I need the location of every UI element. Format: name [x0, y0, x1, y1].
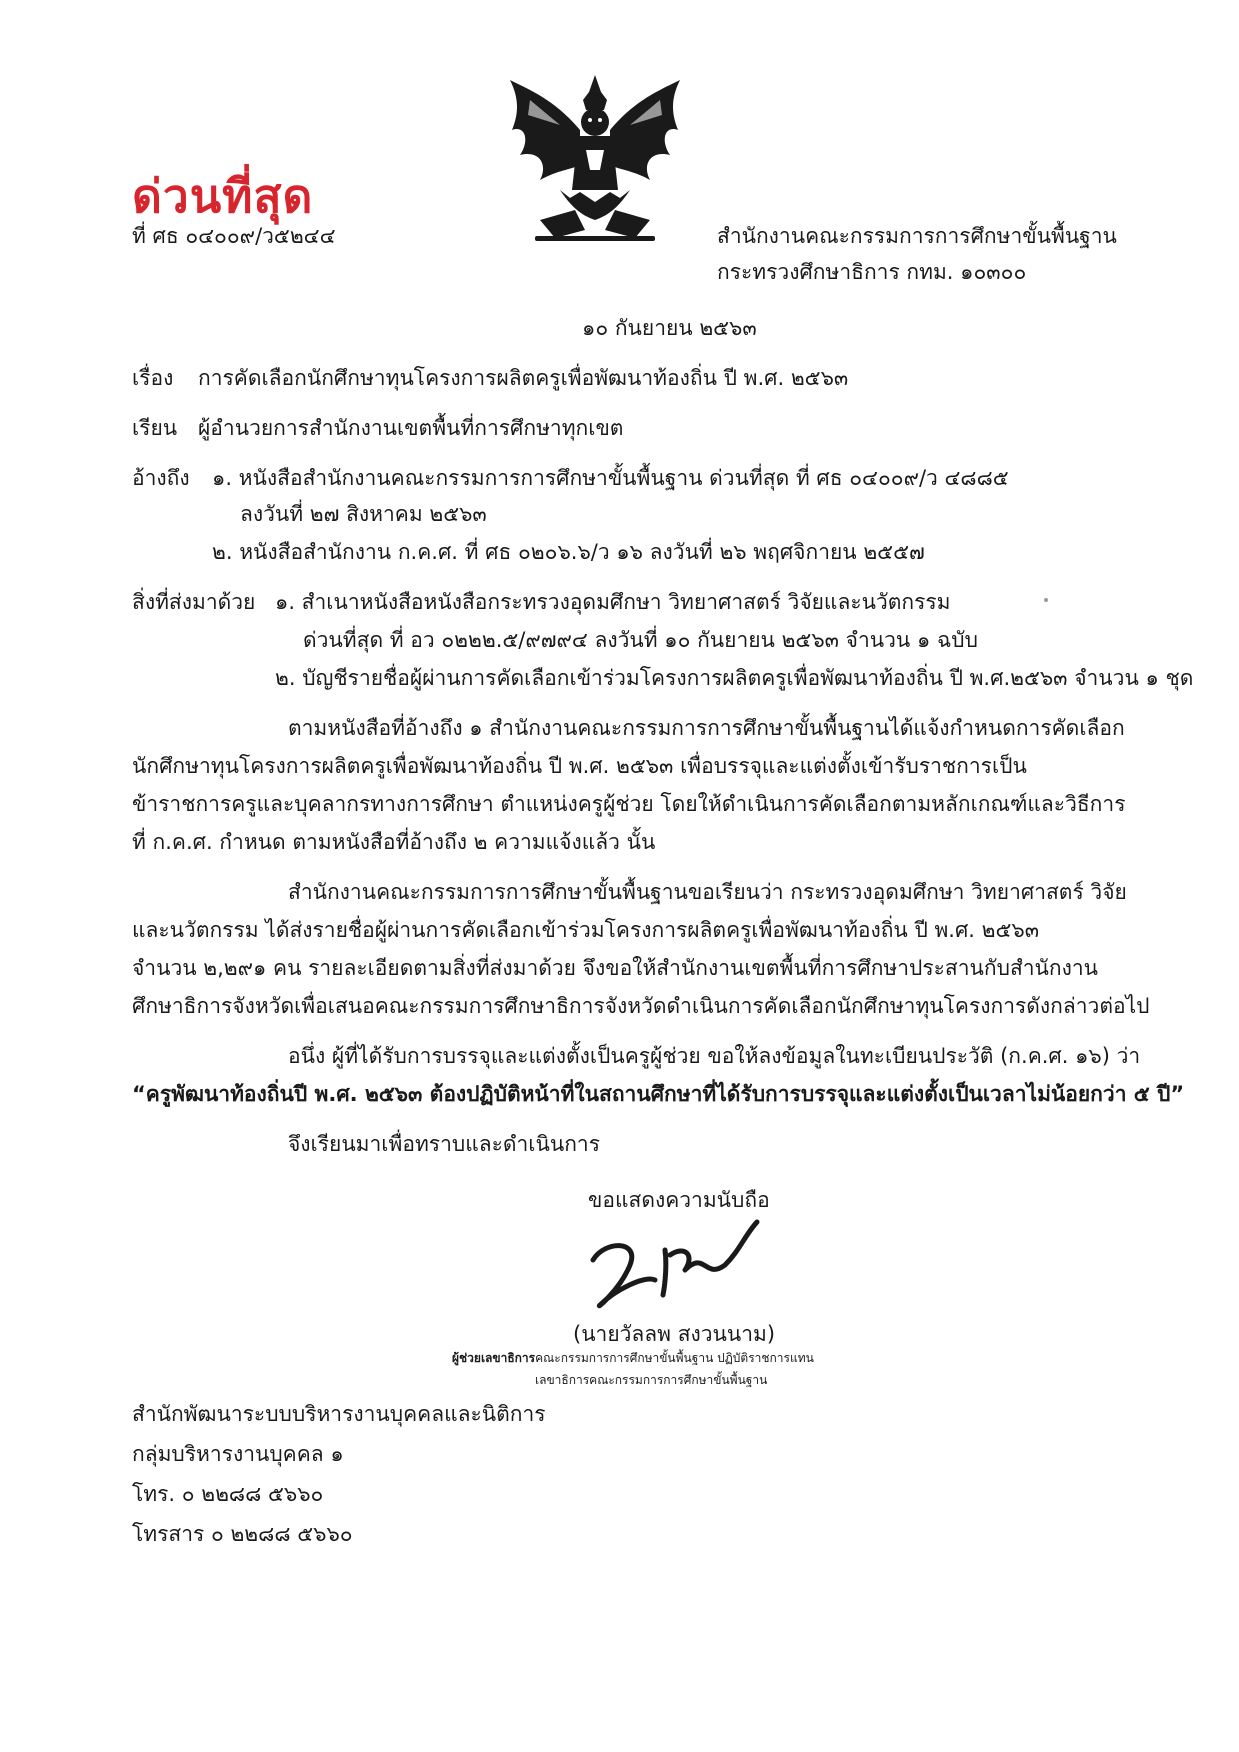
garuda-emblem-icon — [500, 70, 690, 250]
scan-speck — [1044, 598, 1048, 602]
reference-item: ลงวันที่ ๒๗ สิงหาคม ๒๕๖๓ — [240, 502, 487, 526]
enclosure-item: ๒. บัญชีรายชื่อผู้ผ่านการคัดเลือกเข้าร่วมโครงการผลิตครูเพื่อพัฒนาท้องถิ่น ปี พ.ศ.๒๕๖๓ จำนวน ๑ ชุด — [275, 666, 1194, 690]
body-line: ตามหนังสือที่อ้างถึง ๑ สำนักงานคณะกรรมการการศึกษาขั้นพื้นฐานได้แจ้งกำหนดการคัดเลือก — [288, 716, 1125, 740]
body-line: อนึ่ง ผู้ที่ได้รับการบรรจุและแต่งตั้งเป็นครูผู้ช่วย ขอให้ลงข้อมูลในทะเบียนประวัติ (ก.ค.ศ. ๑๖) ว่า — [288, 1044, 1141, 1068]
body-line-quote: “ครูพัฒนาท้องถิ่นปี พ.ศ. ๒๕๖๓ ต้องปฏิบัติหน้าที่ในสถานศึกษาที่ได้รับการบรรจุและแต่งตั้งเป็นเวลาไม่น้อยกว่า ๕ ปี” — [132, 1082, 1185, 1106]
body-line: สำนักงานคณะกรรมการการศึกษาขั้นพื้นฐานขอเรียนว่า กระทรวงอุดมศึกษา วิทยาศาสตร์ วิจัย — [288, 880, 1127, 904]
footer-group: กลุ่มบริหารงานบุคคล ๑ — [132, 1442, 344, 1466]
reference-item: ๒. หนังสือสำนักงาน ก.ค.ศ. ที่ ศธ ๐๒๐๖.๖/ว ๑๖ ลงวันที่ ๒๖ พฤศจิกายน ๒๕๕๗ — [212, 540, 925, 564]
body-line: ศึกษาธิการจังหวัดเพื่อเสนอคณะกรรมการศึกษาธิการจังหวัดดำเนินการคัดเลือกนักศึกษาทุนโครงการดังกล่าวต่อไป — [132, 994, 1150, 1018]
office-address: กระทรวงศึกษาธิการ กทม. ๑๐๓๐๐ — [717, 260, 1027, 284]
enclosure-item: ๑. สำเนาหนังสือหนังสือกระทรวงอุดมศึกษา วิทยาศาสตร์ วิจัยและนวัตกรรม — [275, 590, 951, 614]
regards-text: ขอแสดงความนับถือ — [588, 1188, 770, 1212]
office-name: สำนักงานคณะกรรมการการศึกษาขั้นพื้นฐาน — [717, 224, 1117, 248]
body-line: ข้าราชการครูและบุคลากรทางการศึกษา ตำแหน่งครูผู้ช่วย โดยให้ดำเนินการคัดเลือกตามหลักเกณฑ์และวิธีการ — [132, 792, 1126, 816]
body-line: จำนวน ๒,๒๙๑ คน รายละเอียดตามสิ่งที่ส่งมาด้วย จึงขอให้สำนักงานเขตพื้นที่การศึกษาประสานกับสำนักงาน — [132, 956, 1099, 980]
body-line: นักศึกษาทุนโครงการผลิตครูเพื่อพัฒนาท้องถิ่น ปี พ.ศ. ๒๕๖๓ เพื่อบรรจุและแต่งตั้งเข้ารับราชการเป็น — [132, 754, 1027, 778]
reference-item: ๑. หนังสือสำนักงานคณะกรรมการการศึกษาขั้นพื้นฐาน ด่วนที่สุด ที่ ศธ ๐๔๐๐๙/ว ๔๘๘๕ — [212, 466, 1009, 490]
signatory-position — [452, 1350, 814, 1366]
addressee-text: ผู้อำนวยการสำนักงานเขตพื้นที่การศึกษาทุกเขต — [198, 416, 624, 440]
reference-label: อ้างถึง — [132, 466, 190, 490]
subject-text: การคัดเลือกนักศึกษาทุนโครงการผลิตครูเพื่อพัฒนาท้องถิ่น ปี พ.ศ. ๒๕๖๓ — [198, 366, 849, 390]
document-number: ที่ ศธ ๐๔๐๐๙/ว๕๒๔๔ — [132, 224, 336, 248]
signatory-position-line2: เลขาธิการคณะกรรมการการศึกษาขั้นพื้นฐาน — [535, 1373, 768, 1387]
addressee-label: เรียน — [132, 416, 178, 440]
body-line: และนวัตกรรม ได้ส่งรายชื่อผู้ผ่านการคัดเลือกเข้าร่วมโครงการผลิตครูเพื่อพัฒนาท้องถิ่น ปี พ.ศ. ๒๕๖๓ — [132, 918, 1040, 942]
footer-fax: โทรสาร ๐ ๒๒๘๘ ๕๖๖๐ — [132, 1522, 353, 1546]
subject-label: เรื่อง — [132, 366, 174, 390]
enclosure-label: สิ่งที่ส่งมาด้วย — [132, 590, 256, 614]
signatory-position-rest: คณะกรรมการการศึกษาขั้นพื้นฐาน ปฏิบัติราชการแทน — [535, 1351, 814, 1365]
signatory-position-bold: ผู้ช่วยเลขาธิการ — [452, 1351, 536, 1365]
body-line: ที่ ก.ค.ศ. กำหนด ตามหนังสือที่อ้างถึง ๒ ความแจ้งแล้ว นั้น — [132, 830, 656, 854]
footer-unit: สำนักพัฒนาระบบบริหารงานบุคคลและนิติการ — [132, 1402, 546, 1426]
enclosure-item: ด่วนที่สุด ที่ อว ๐๒๒๒.๕/๙๗๙๔ ลงวันที่ ๑๐ กันยายน ๒๕๖๓ จำนวน ๑ ฉบับ — [303, 628, 978, 652]
document-date: ๑๐ กันยายน ๒๕๖๓ — [582, 316, 757, 340]
signatory-name: (นายวัลลพ สงวนนาม) — [573, 1322, 776, 1346]
handwritten-signature — [585, 1210, 785, 1320]
footer-phone: โทร. ๐ ๒๒๘๘ ๕๖๖๐ — [132, 1482, 324, 1506]
urgency-stamp: ด่วนที่สุด — [132, 169, 314, 223]
closing-line: จึงเรียนมาเพื่อทราบและดำเนินการ — [288, 1132, 600, 1156]
